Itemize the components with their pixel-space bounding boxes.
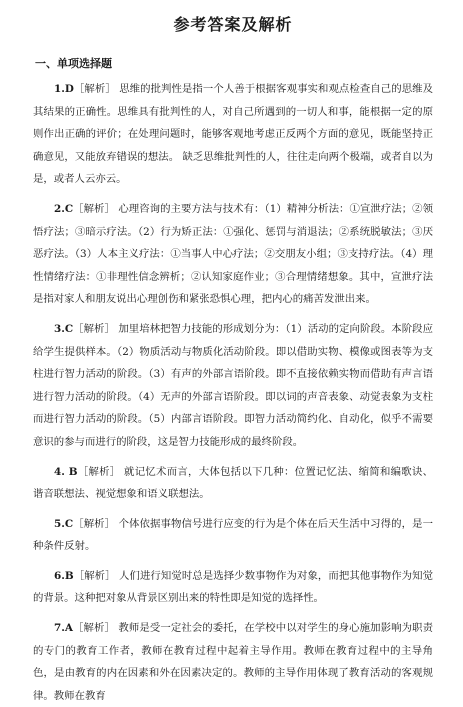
answer-item-6 [33,565,433,610]
answer-item-5 [33,513,433,558]
answer-item-7 [33,617,433,707]
answer-label: 4. B [54,465,78,478]
answer-label: 7.A [54,622,73,635]
section-heading: 一、单项选择题 [35,57,112,70]
answer-item-2 [33,198,433,311]
document-page [0,14,463,702]
analysis-tag: ［解析］ [73,83,116,95]
answer-label: 1.D [54,83,74,95]
answer-text: 就记忆术而言，大体包括以下几种：位置记忆法、缩简和编歌诀、谐音联想法、视觉想象和语义联想法。 [33,465,434,501]
answer-item-3 [33,318,433,454]
answer-label: 3.C [54,322,74,335]
answer-text: 心理咨询的主要方法与技术有：（1）精神分析法：①宣泄疗法；②领悟疗法；③暗示疗法。（2）行为矫正法：①强化、惩罚与消退法；②系统脱敏法；③厌恶疗法。（3）人本主义疗法：①当事人中心疗法；②交朋友小组；③支持疗法。（4）理性情绪疗法：①非理性信念辨析；②认知家庭作业；③合理情绪想象。其中，宣泄疗法是指对家人和朋友说出心理创伤和紧张恐惧心理，把内心的痛苦发泄出来。 [33,202,433,306]
analysis-tag: ［解析］ [77,465,121,478]
answer-text: 加里培林把智力技能的形成划分为：（1）活动的定向阶段。本阶段应给学生提供样本。（2）物质活动与物质化活动阶段。即以借助实物、模像或图表等为支柱进行智力活动的阶段。（3）有声的外部言语阶段。即不直接依赖实物而借助有声言语进行智力活动的阶段。（4）无声的外部言语阶段。即以词的声音表象、动觉表象为支柱而进行智力活动的阶段。（5）内部言语阶段。即智力活动简约化、自动化，似乎不需要意识的参与而进行的阶段，这是智力技能形成的最终阶段。 [33,322,433,448]
analysis-tag: ［解析］ [73,202,115,215]
answer-item-4 [33,461,433,506]
analysis-tag: ［解析］ [73,517,116,530]
answer-text: 教师是受一定社会的委托，在学校中以对学生的身心施加影响为职责的专门的教育工作者，教师在教育过程中起着主导作用。教师在教育过程中的主导角色，是由教育的内在因素和外在因素决定的。教师的主导作用体现了教育活动的客观规律。教师在教育 [33,622,433,702]
answer-text: 人们进行知觉时总是选择少数事物作为对象，而把其他事物作为知觉的背景。这种把对象从背景区别出来的特性即是知觉的选择性。 [33,569,434,605]
page-title: 参考答案及解析 [173,15,293,34]
analysis-tag: ［解析］ [73,322,115,335]
analysis-tag: ［解析］ [73,569,116,582]
analysis-tag: ［解析］ [72,622,115,635]
answer-text: 思维的批判性是指一个人善于根据客观事实和观点检查自己的思维及其结果的正确性。思维具有批判性的人，对自己所遇到的一切人和事，能根据一定的原则作出正确的评价；在处理问题时，能够客观地考虑正反两个方面的意见，既能坚持正确意见，又能放弃错误的想法。 缺乏思维批判性的人，往往走向两个极端，或者自以为是，或者人云亦云。 [33,83,434,186]
answer-item-1 [33,78,433,191]
answer-label: 6.B [54,569,74,582]
answer-label: 2.C [54,202,74,215]
answer-text: 个体依据事物信号进行应变的行为是个体在后天生活中习得的，是一种条件反射。 [33,517,433,553]
answer-label: 5.C [54,517,74,530]
